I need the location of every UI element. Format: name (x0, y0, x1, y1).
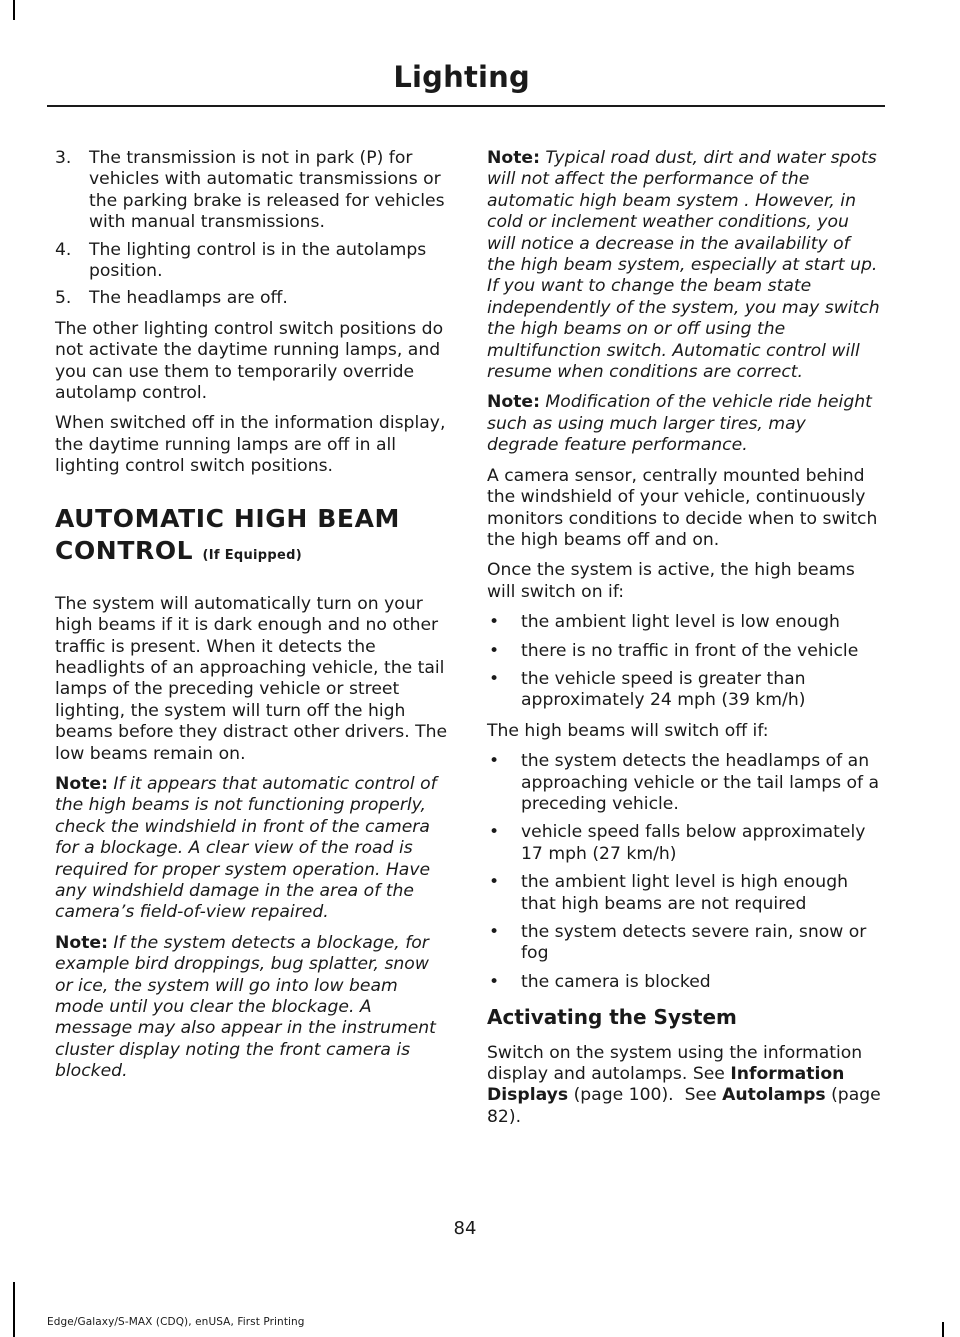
subsection-heading: Activating the System (487, 1005, 737, 1030)
note: Note: If it appears that automatic control of the high beams is not functioning properly, check the windshield in front of the camera for a blockage. A clear view of the road is required for proper system operation. Have any windshield damage in the area of the camera’s field-of-view repaired. (55, 773, 437, 923)
cross-reference-link[interactable]: Autolamps (722, 1085, 826, 1106)
crop-mark-bottom-left (13, 1282, 15, 1337)
page-number: 84 (453, 1218, 477, 1239)
list-item: • the ambient light level is high enough that high beams are not required (489, 872, 848, 914)
paragraph: The high beams will switch off if: (487, 720, 769, 741)
list-item: • the system detects the headlamps of an approaching vehicle or the tail lamps of a preceding vehicle. (489, 751, 880, 814)
list-item: • the system detects severe rain, snow or fog (489, 922, 867, 964)
bullet-icon: • (489, 640, 500, 661)
note: Note: Typical road dust, dirt and water spots will not affect the performance of the automatic high beam system . However, in cold or inclement weather conditions, you will notice a decrease in the availability of the high beam system, especially at start up. If you want to change the beam state independently of the system, you may switch the high beams on or off using the multifunction switch. Automatic control will resume when conditions are correct. (487, 148, 880, 383)
list-item: 3. The transmission is not in park (P) for vehicles with automatic transmissions or the parking brake is released for vehicles with manual transmissions. (55, 148, 445, 233)
crop-mark-top-left (13, 0, 15, 20)
crop-mark-bottom-right (942, 1322, 944, 1337)
list-item: • there is no traffic in front of the vehicle (489, 640, 859, 661)
list-item: • the camera is blocked (489, 971, 711, 992)
bullet-icon: • (489, 922, 500, 942)
bullet-icon: • (489, 822, 500, 843)
note: Note: If the system detects a blockage, for example bird droppings, bug splatter, snow or ice, the system will go into low beam mode until you clear the blockage. A message may also appear in the instrument cluster display noting the front camera is blocked. (55, 932, 436, 1082)
paragraph: Once the system is active, the high beams will switch on if: (487, 560, 855, 602)
note: Note: Modification of the vehicle ride height such as using much larger tires, may degrade feature performance. (487, 392, 872, 456)
paragraph: Switch on the system using the information display and autolamps. See Information Displays (page 100). See Autolamps (page 82). (487, 1042, 881, 1127)
right-column (487, 148, 882, 1137)
section-heading: AUTOMATIC HIGH BEAM CONTROL (If Equipped) (55, 503, 401, 565)
paragraph: A camera sensor, centrally mounted behind the windshield of your vehicle, continuously monitors conditions to decide when to switch the high beams off and on. (487, 465, 878, 550)
paragraph: The other lighting control switch positions do not activate the daytime running lamps, and you can use them to temporarily override autolamp control. (55, 318, 444, 404)
page-title: Lighting (393, 60, 530, 94)
bullet-icon: • (489, 668, 500, 689)
list-item: 5. The headlamps are off. (55, 288, 288, 309)
list-item: • the vehicle speed is greater than approximately 24 mph (39 km/h) (489, 668, 806, 711)
cross-reference-link[interactable]: Information Displays (487, 1064, 845, 1106)
list-item: • the ambient light level is low enough (489, 612, 840, 633)
header-rule (47, 105, 885, 107)
paragraph: The system will automatically turn on your high beams if it is dark enough and no other traffic is present. When it detects the headlights of an approaching vehicle, the tail lamps of the preceding vehicle or street lighting, the system will turn off the high beams before they distract other drivers. The low beams remain on. (55, 593, 448, 764)
list-item: • vehicle speed falls below approximately 17 mph (27 km/h) (489, 822, 866, 864)
bullet-icon: • (489, 612, 500, 633)
edition-footer: Edge/Galaxy/S-MAX (CDQ), enUSA, First Printing (47, 1316, 305, 1328)
bullet-icon: • (489, 872, 500, 893)
list-item: 4. The lighting control is in the autolamps position. (55, 239, 427, 282)
paragraph: When switched off in the information display, the daytime running lamps are off in all lighting control switch positions. (55, 413, 446, 477)
bullet-icon: • (489, 751, 500, 772)
bullet-icon: • (489, 971, 500, 992)
left-column (55, 148, 448, 1092)
